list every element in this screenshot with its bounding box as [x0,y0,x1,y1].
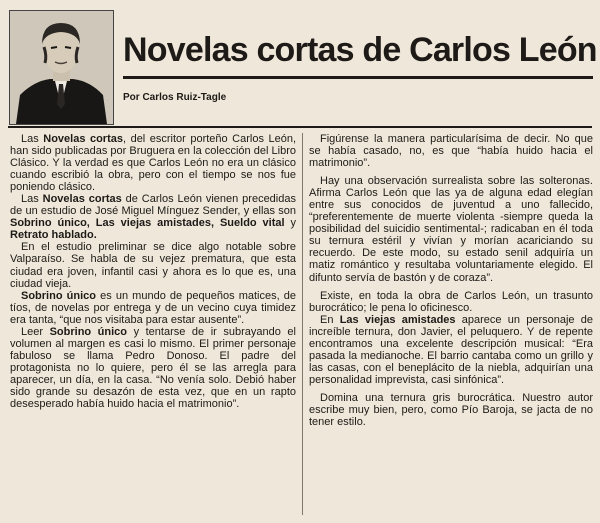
paragraph [10,133,296,193]
text: de Carlos León vienen precedidas de un estudio de José Miguel Mínguez Sender, y ellas son [10,193,296,218]
text: y [284,217,297,230]
article-column-right [309,133,593,428]
header-divider [8,126,592,128]
paragraph: Hay una observación surrealista sobre las solteronas. Afirma Carlos León que las ya de alguna edad elegían entre sus conocidos de juventud a uno fallecido, “preferentemente de muerte violenta -siempre queda la posibilidad del suicidio sentimental-; radicaban en él toda su ternura estéril y vivían y morían acariciando su recuerdo. De este modo, su estado senil adquiría un matiz romántico y resultaba voluntariamente elegido. El difunto servía de bastón y de coraza”. [309,175,593,284]
text: En [320,313,340,326]
bold-text: Sobrino único [21,289,96,302]
bold-text: Sobrino único [49,325,128,338]
bold-text: Las viejas amistades [339,313,456,326]
text: Las [21,133,44,145]
text: Las [21,193,43,206]
author-portrait-image [10,11,113,124]
author-photo [9,10,114,125]
article-column-left [10,133,296,410]
paragraph [10,193,296,241]
article-title: Novelas cortas de Carlos León [123,31,597,69]
text: aparece un personaje de increíble ternura, don Javier, el peluquero. Y de repente encontramos una excelente descripción musical: “Era pasada la medianoche. El barrio cantaba como un grillo y las casas, con el beneplácito de la niebla, adquirían una personalidad imprevista, casi sinfónica”. [309,313,594,386]
bold-text: Novelas cortas [43,133,123,145]
paragraph: En el estudio preliminar se dice algo notable sobre Valparaíso. Se habla de su vejez prematura, que esta ciudad era joven, infantil casi y ahora es lo que es, una ciudad vieja. [10,241,296,290]
paragraph: Existe, en toda la obra de Carlos León, un trasunto burocrático; le pena lo oficinesco. [309,289,593,314]
text: Leer [21,325,50,338]
paragraph: Domina una ternura gris burocrática. Nuestro autor escribe muy bien, pero, como Pío Baroja, se jacta de no tener estilo. [309,391,593,429]
paragraph [10,326,296,410]
bold-text: Retrato hablado. [10,229,97,242]
bold-text: Sobrino único, Las viejas amistades, Sueldo vital [10,217,285,230]
text: y tentarse de ir subrayando el volumen al margen es casi lo mismo. El primer personaje fabuloso se llama Pedro Donoso. El padre del protagonista no lo quiere, pero él se las arregla para aparecer, un día, en la casa. “No venía solo. Debió haber sido grande su desazón de esta vez, que en un rapto desesperado había huido hacia el matrimonio”. [10,325,296,411]
text: es un mundo de pequeños matices, de tíos, de novelas por entrega y de un vecino cuya timidez era tanta, “que nos visitaba para estar ausente”. [10,289,296,326]
text: , del escritor porteño Carlos León, han sido publicadas por Bruguera en la colección del Libro Clásico. Y la verdad es que Carlos León no era un clásico cuando escribió la obra, pero con el tiempo se nos fue poniendo clásico. [10,133,297,194]
paragraph [10,290,296,326]
title-rule [123,76,593,79]
column-divider [302,133,303,515]
paragraph: Figúrense la manera particularísima de decir. No que se había casado, no, es que “había huido hacia el matrimonio”. [309,133,593,170]
paragraph [309,314,593,386]
bold-text: Novelas cortas [42,193,122,206]
article-byline: Por Carlos Ruiz-Tagle [123,92,227,103]
